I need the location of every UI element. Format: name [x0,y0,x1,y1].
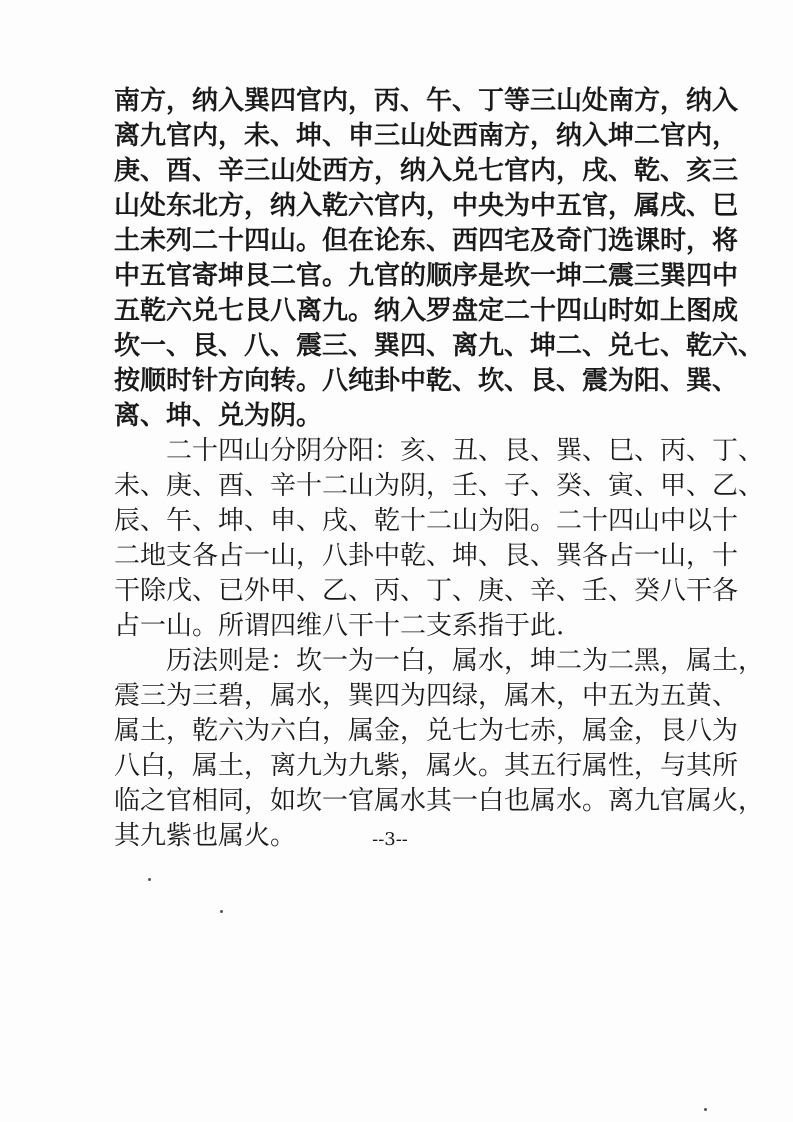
scan-speck [704,1108,707,1111]
text-line: 坎一、艮、八、震三、巽四、离九、坤二、兑七、乾六、 [114,331,765,361]
text-line: 按顺时针方向转。八纯卦中乾、坎、艮、震为阳、巽、 [114,366,739,396]
text-line: 南方，纳入巽四官内，丙、午、丁等三山处南方，纳入 [114,86,739,116]
text-line: 五乾六兑七艮八离九。纳入罗盘定二十四山时如上图成 [114,296,739,326]
text-line: 庚、酉、辛三山处西方，纳入兑七官内，戌、乾、亥三 [114,156,739,186]
text-line: 未、庚、酉、辛十二山为阴，壬、子、癸、寅、甲、乙、 [114,471,765,501]
text-line: 占一山。所谓四维八干十二支系指于此. [114,611,565,641]
text-line: 离、坤、兑为阴。 [114,401,323,431]
text-line: 二地支各占一山，八卦中乾、坤、艮、巽各占一山，十 [114,541,739,571]
text-line: 属土，乾六为六白，属金，兑七为七赤，属金，艮八为 [114,716,739,746]
page-number: --3-- [372,829,408,850]
scan-speck [148,878,151,881]
text-line: 山处东北方，纳入乾六官内，中央为中五官，属戌、巳 [114,191,739,221]
text-line: 辰、午、坤、申、戌、乾十二山为阳。二十四山中以十 [114,506,739,536]
text-line: 干除戊、已外甲、乙、丙、丁、庚、辛、壬、癸八干各 [114,576,739,606]
text-line: 二十四山分阴分阳：亥、丑、艮、巽、巳、丙、丁、 [114,436,765,466]
body-text [114,84,765,854]
scan-speck [220,910,223,913]
text-line: 土未列二十四山。但在论东、西四宅及奇门选课时，将 [114,226,739,256]
text-line: 历法则是：坎一为一白，属水，坤二为二黑，属土， [114,646,765,676]
text-line: 其九紫也属火。 [114,821,297,851]
text-line: 中五官寄坤艮二官。九官的顺序是坎一坤二震三巽四中 [114,261,739,291]
text-line: 震三为三碧，属水，巽四为四绿，属木，中五为五黄、 [114,681,739,711]
text-line: 离九官内，未、坤、申三山处西南方，纳入坤二官内， [114,121,739,151]
text-line: 八白，属土，离九为九紫，属火。其五行属性，与其所 [114,751,739,781]
text-line: 临之官相同，如坎一官属水其一白也属水。离九官属火， [114,786,765,816]
